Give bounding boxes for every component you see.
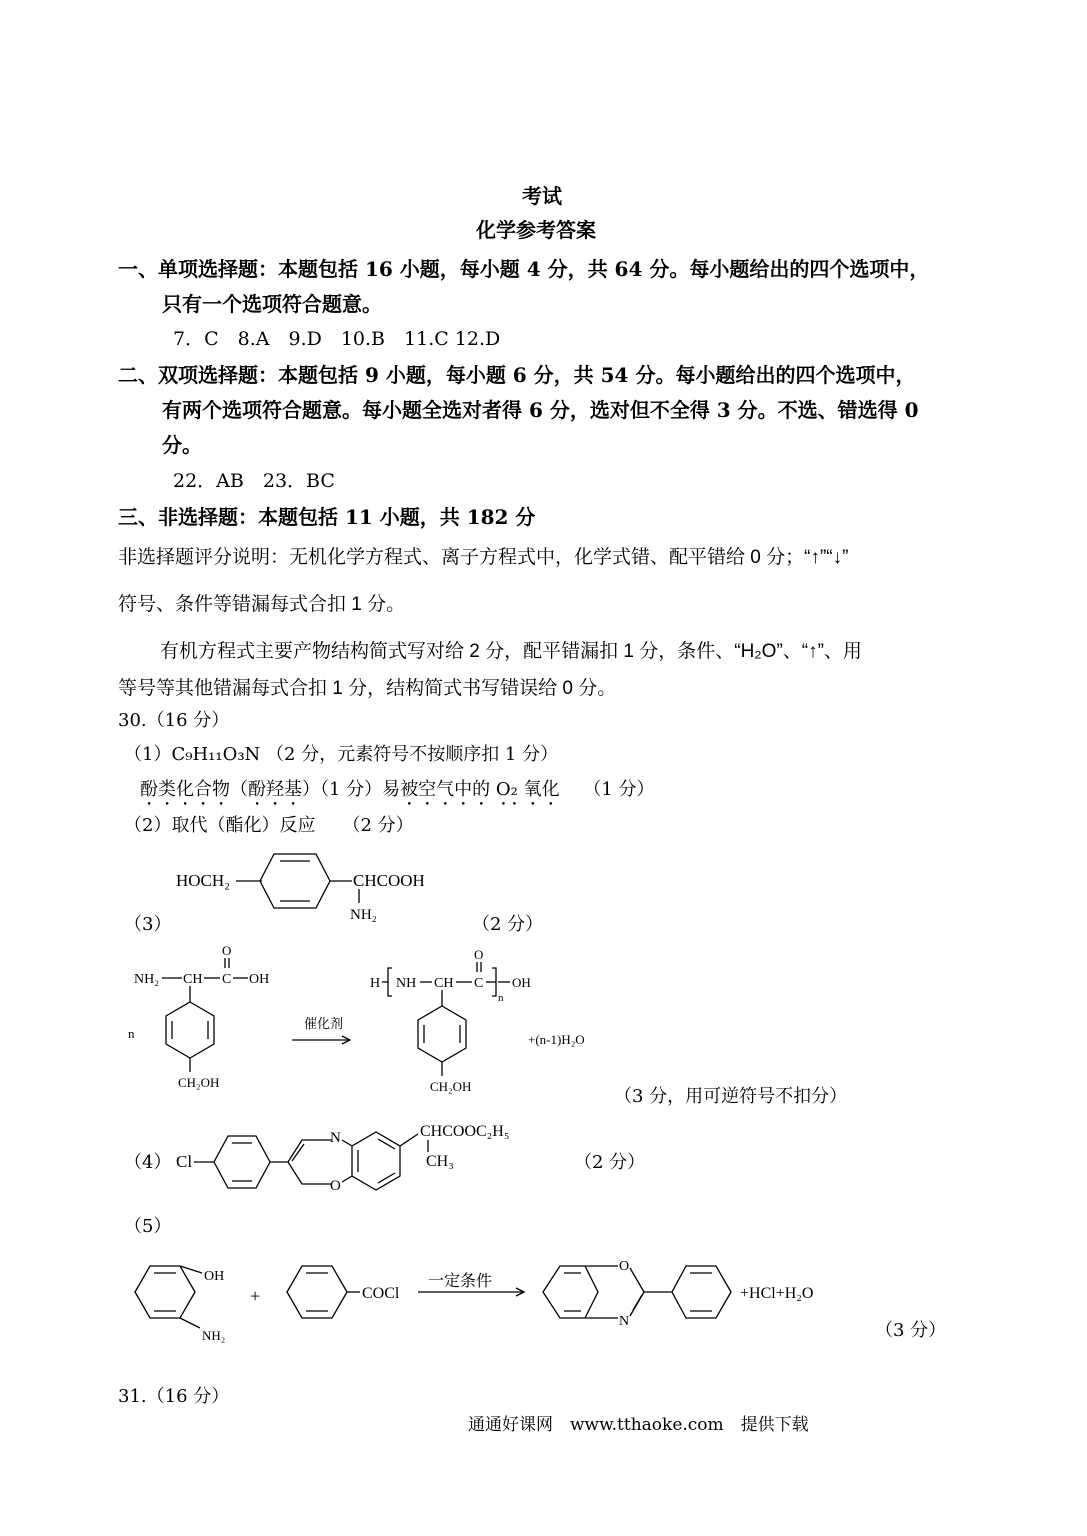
section1-heading: 一、单项选择题：本题包括 16 小题，每小题 4 分，共 64 分。每小题给出的四个选项中， <box>118 257 930 281</box>
p4-ch3: CH₃ <box>426 1153 454 1170</box>
q30-part4-score: （2 分） <box>574 1152 646 1173</box>
q30-part5-reaction <box>120 1248 880 1348</box>
rxn-sub-n: n <box>498 992 504 1004</box>
p5-plus: + <box>250 1286 261 1306</box>
q30-part1-paren-open: （ <box>230 779 248 800</box>
q30-part5-score: （3 分） <box>875 1320 947 1341</box>
rxn-carbonyl-o: O <box>222 943 232 958</box>
rxn-ch: CH <box>183 972 203 987</box>
q30-part3-score: （2 分） <box>472 914 544 935</box>
question-31-label: 31.（16 分） <box>118 1386 230 1407</box>
grading-note-organic-cont: 等号等其他错漏每式合扣 1 分，结构简式书写错误给 0 分。 <box>118 678 617 699</box>
q30-part4-structure <box>170 1112 570 1202</box>
rxn-catalyst: 催化剂 <box>304 1016 344 1031</box>
rxn-oh: OH <box>249 972 270 987</box>
p5-n: N <box>619 1314 630 1329</box>
q30-part1-oxidized: 被空气中的 O₂ 氧化 <box>400 779 560 800</box>
section2-heading-cont2: 分。 <box>162 433 202 457</box>
q30-part4-label: （4） <box>124 1152 172 1173</box>
section2-heading-cont: 有两个选项符合题意。每小题全选对者得 6 分，选对但不全得 3 分。不选、错选得 0 <box>162 398 919 422</box>
p5-oh: OH <box>204 1269 225 1284</box>
rxn-h: H <box>370 976 381 991</box>
q30-reaction-score: （3 分，用可逆符号不扣分） <box>614 1086 848 1107</box>
q30-part1-note: （2 分，元素符号不按顺序扣 1 分） <box>266 744 559 765</box>
rxn-nh: NH <box>396 976 417 991</box>
grading-note-organic: 有机方程式主要产物结构简式写对给 2 分，配平错漏扣 1 分，条件、“H₂O”、“↑”、用 <box>160 641 862 662</box>
q30-part1-phenolic-oh: 酚羟基 <box>248 779 302 800</box>
q30-part3-structure <box>170 845 460 925</box>
rxn-nh2: NH₂ <box>134 972 160 987</box>
section2-answers: 22．AB 23．BC <box>173 470 335 492</box>
rxn-water: +(n-1)H₂O <box>528 1032 585 1047</box>
p4-side-chain: CHCOOC₂H₅ <box>420 1123 510 1140</box>
rxn-product-o: O <box>474 947 484 962</box>
q30-part1-label: （1） <box>124 744 172 765</box>
q30-part1-formula: C₉H₁₁O₃N <box>171 744 261 765</box>
section3-heading: 三、非选择题：本题包括 11 小题，共 182 分 <box>118 505 536 529</box>
section1-heading-cont: 只有一个选项符合题意。 <box>162 292 382 316</box>
p4-n: N <box>330 1130 341 1146</box>
p3-chcooh-label: CHCOOH <box>353 871 425 890</box>
q30-part1-score-a: ）（1 分）易 <box>302 779 401 800</box>
p4-o: O <box>330 1178 341 1194</box>
section1-answers: 7．C 8.A 9.D 10.B 11.C 12.D <box>173 328 501 350</box>
rxn-n-coefficient: n <box>128 1026 135 1041</box>
p5-products: +HCl+H₂O <box>740 1285 814 1302</box>
question-30-label: 30.（16 分） <box>118 710 230 731</box>
p3-hoch2-label: HOCH₂ <box>176 871 231 890</box>
p5-o: O <box>619 1259 630 1274</box>
page-subtitle: 化学参考答案 <box>476 218 596 242</box>
rxn-product-ch2oh: CH₂OH <box>430 1079 472 1094</box>
p4-cl: Cl <box>176 1152 193 1171</box>
q30-part1-line2 <box>140 775 655 810</box>
p3-nh2-label: NH₂ <box>350 907 377 923</box>
p5-nh2: NH₂ <box>202 1328 226 1343</box>
q30-part1 <box>124 740 558 766</box>
rxn-c: C <box>222 972 232 987</box>
footer-source: 通通好课网 www.tthaoke.com 提供下载 <box>468 1415 809 1435</box>
q30-part1-score-b: （1 分） <box>583 779 655 800</box>
page-title: 考试 <box>522 184 562 208</box>
q30-part3-label: （3） <box>124 914 172 935</box>
p5-condition: 一定条件 <box>428 1273 493 1290</box>
q30-part1-phenol: 酚类化合物 <box>140 779 230 800</box>
q30-part2: （2）取代（酯化）反应 （2 分） <box>124 815 414 836</box>
section2-heading: 二、双项选择题：本题包括 9 小题，每小题 6 分，共 54 分。每小题给出的四个选项中， <box>118 363 916 387</box>
rxn-product-oh: OH <box>512 975 531 990</box>
rxn-product-ch: CH <box>434 976 454 991</box>
p5-cocl: COCl <box>362 1285 400 1302</box>
grading-note-cont: 符号、条件等错漏每式合扣 1 分。 <box>118 594 406 615</box>
grading-note: 非选择题评分说明：无机化学方程式、离子方程式中，化学式错、配平错给 0 分；“↑”“↓” <box>118 547 849 568</box>
rxn-ch2oh: CH₂OH <box>178 1075 220 1090</box>
rxn-product-c: C <box>474 976 484 991</box>
q30-polymerization-reaction <box>120 940 640 1100</box>
q30-part5-label: （5） <box>124 1216 172 1237</box>
